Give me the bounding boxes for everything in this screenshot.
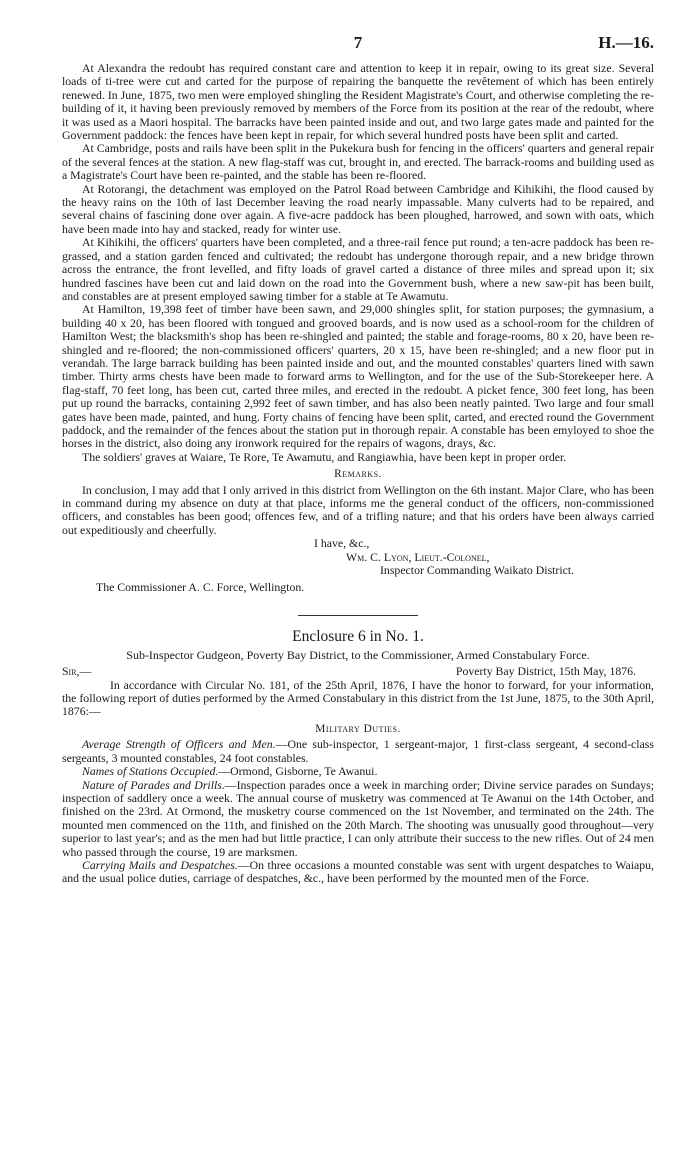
duty-stations-text: —Ormond, Gisborne, Te Awanui.	[218, 764, 378, 779]
paragraph-alexandra: At Alexandra the redoubt has required constant care and attention to keep it in repair, owing to its great size. Several loads of ti-tree were cut and carted for the purpose of repairing the banquette the revêtement of which has been entirely renewed. In June, 1875, two men were employed shingling the Resident Magistrate's Court, and otherwise completing the re-building of it, it having been previously removed by members of the Force from its position at the rear of the redoubt, where it was used as a Maori hospital. The barracks have been painted inside and out, and two large gates made and painted for the Government paddock: the fences have been kept in repair, for which several hundred posts have been split and carted.	[62, 61, 654, 143]
duty-stations-label: Names of Stations Occupied.	[82, 764, 219, 779]
letter-date: Poverty Bay District, 15th May, 1876.	[455, 663, 636, 678]
page-number: 7	[353, 33, 363, 52]
duty-parades-text: —Inspection parades once a week in marching order; Divine service parades on Sundays; inspection of saddlery once a week. The annual course of musketry was commenced at Te Awanui on the 14th October, and finished on the 23rd. At Ormond, the musketry course commenced on the 1st November, and terminated on the 24th. The mounted men commenced on the 11th, and finished on the 20th March. The shooting was unusually good throughout—very superior to last year's; and as the men had but little practice, I can only attribute their success to the new rifles. Out of 24 men who passed through the course, 19 are marksmen.	[62, 777, 654, 859]
addressee: The Commissioner A. C. Force, Wellington.	[96, 580, 305, 595]
paragraph-graves: The soldiers' graves at Waiare, Te Rore, Te Awamutu, and Rangiawhia, have been kept in proper order.	[82, 449, 567, 464]
page-header	[62, 33, 654, 62]
document-reference: H.—16.	[598, 33, 654, 52]
duty-strength-label: Average Strength of Officers and Men.	[82, 737, 276, 752]
duty-mails	[62, 859, 654, 886]
signature-name: Wm. C. Lyon, Lieut.-Colonel,	[346, 549, 490, 564]
section-divider	[298, 615, 418, 616]
paragraph-cambridge: At Cambridge, posts and rails have been split in the Pukekura bush for fencing in the officers' quarters and general repair of the several fences at the station. A new flag-staff was cut, brought in, and erected. The barrack-rooms and building used as a Magistrate's Court have been re-painted, and the stable has been re-floored.	[62, 141, 654, 183]
enclosure-title: Enclosure 6 in No. 1.	[292, 627, 424, 645]
salutation: Sir,—	[62, 663, 92, 678]
remarks-heading: Remarks.	[334, 468, 382, 481]
duty-mails-label: Carrying Mails and Despatches.	[82, 857, 238, 872]
signature-closing: I have, &c.,	[314, 536, 370, 551]
duty-stations	[62, 765, 654, 778]
military-duties-heading: Military Duties.	[315, 722, 401, 735]
paragraph-hamilton: At Hamilton, 19,398 feet of timber have been sawn, and 29,000 shingles split, for station purposes; the gymnasium, a building 40 x 20, has been floored with tongued and grooved boards, and is now used as a school-room for the children of Hamilton West; the blacksmith's shop has been re-shingled and painted; the stable and forage-rooms, 80 x 20, have been re-shingled and re-floored; the non-commissioned officers' quarters, 20 x 15, have been re-shingled; and a new floor put in verandah. The large barrack building has been painted inside and out, and the mounted constables' quarters lined with sawn timber. Thirty arms chests have been made to forward arms to Wellington, and for the use of the Sub-Storekeeper here. A flag-staff, 70 feet long, has been cut, carted three miles, and erected in the redoubt. A picket fence, 300 feet long, has been put up round the barracks, containing 2,992 feet of sawn timber, and has also been neatly painted. Two large and four small gates have been made, painted, and hung. Forty chains of fencing have been split, carted, and erected round the Government paddock, and the remainder of the fences about the station put in thorough repair. A constable has been emyloyed to shoe the horses in the district, also doing any ironwork required for the repairs of wagons, drays, &c.	[62, 302, 654, 451]
duty-parades	[62, 779, 654, 859]
duty-mails-text: —On three occasions a mounted constable was sent with urgent despatches to Waiapu, and the usual police duties, carriage of despatches, &c., have been performed by the mounted men of the Force.	[62, 857, 654, 886]
signature-title: Inspector Commanding Waikato District.	[380, 563, 575, 578]
enclosure-subtitle: Sub-Inspector Gudgeon, Poverty Bay District, to the Commissioner, Armed Constabulary Force.	[126, 648, 590, 663]
duty-strength-text: —One sub-inspector, 1 sergeant-major, 1 first-class sergeant, 4 second-class sergeants, 3 mounted constables, 24 foot constables.	[62, 737, 654, 765]
salutation-line	[62, 665, 654, 679]
duty-parades-label: Nature of Parades and Drills.	[82, 777, 225, 792]
paragraph-rotorangi: At Rotorangi, the detachment was employed on the Patrol Road between Cambridge and Kihikihi, the flood caused by the heavy rains on the 10th of last December leaving the road nearly impassable. Many culverts had to be repaired, and several chains of fascining done over again. A five-acre paddock has been ploughed, harrowed, and sown with oats, which have been made into hay and stacked, ready for winter use.	[62, 181, 654, 236]
paragraph-kihikihi: At Kihikihi, the officers' quarters have been completed, and a three-rail fence put round; a ten-acre paddock has been re-grassed, and a station garden fenced and cultivated; the redoubt has undergone thorough repair, and a new bridge thrown across the entrance, the front levelled, and fifty loads of gravel carted a distance of three miles and spread upon it; six hundred fascines have been cut and laid down on the road into the Government bush, where a new saw-pit has been built, and constables are at present employed sawing timber for a stable at Te Awamutu.	[62, 235, 654, 303]
remarks-paragraph: In conclusion, I may add that I only arrived in this district from Wellington on the 6th instant. Major Clare, who has been in command during my absence on duty at that place, informs me the general conduct of the officers, non-commissioned officers, and constables has been good; offences few, and of a trifling nature; and that his orders have been always carried out expeditiously and cheerfully.	[62, 482, 654, 537]
enclosure-intro: In accordance with Circular No. 181, of the 25th April, 1876, I have the honor to forward, for your information, the following report of duties performed by the Armed Constabulary in this district from the 1st June, 1875, to the 30th April, 1876:—	[62, 677, 654, 719]
duty-strength	[62, 738, 654, 765]
